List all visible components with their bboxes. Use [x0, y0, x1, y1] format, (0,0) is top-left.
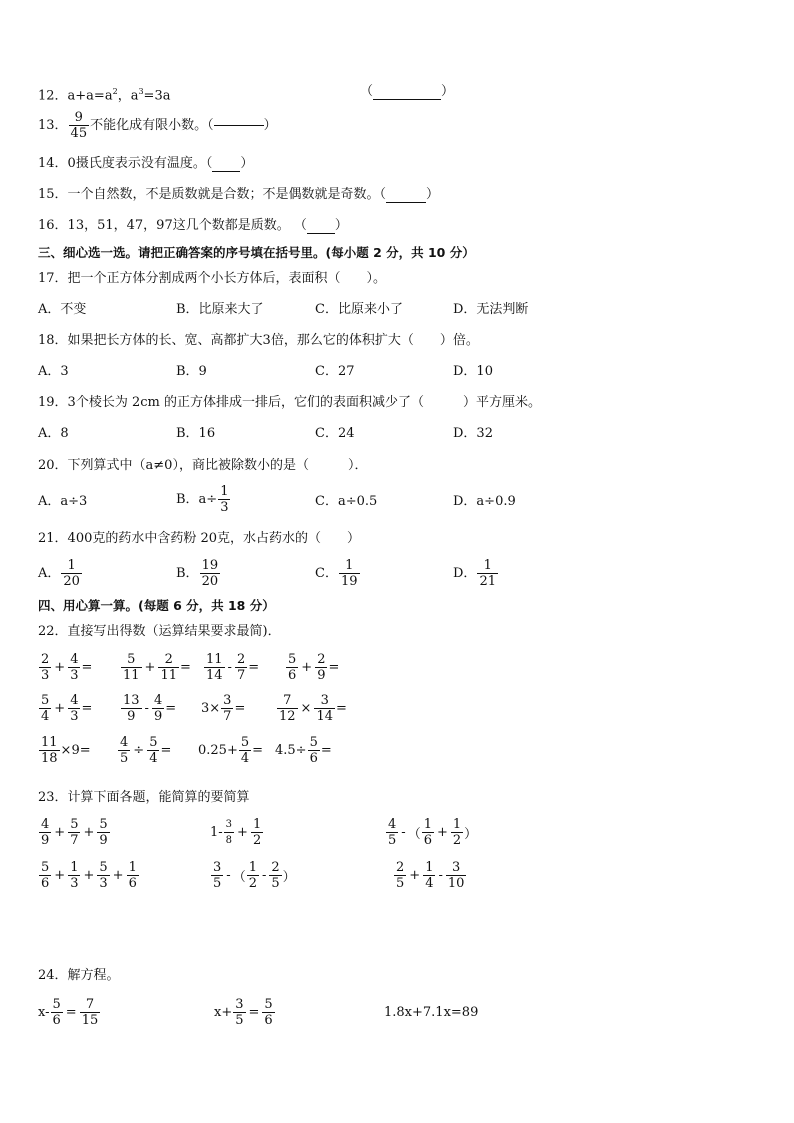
fraction-numerator: 7 — [277, 693, 298, 709]
fraction-denominator: 5 — [213, 875, 222, 891]
fraction-denominator: 6 — [309, 750, 318, 766]
fraction-denominator: 9 — [153, 708, 163, 724]
fraction-numerator: 3 — [213, 859, 222, 875]
calc-item: $\frac{3}{5}$ - （ $\frac{1}{2}$ - $\frac{2}{5}$ ） — [213, 859, 296, 891]
fraction — [39, 817, 51, 848]
fraction-denominator: 9 — [41, 832, 50, 848]
question-15: 15．一个自然数，不是质数就是合数；不是偶数就是奇数。（ ） — [38, 187, 440, 202]
operator: + — [54, 867, 66, 883]
fraction-numerator: 5 — [240, 734, 250, 750]
option-d[interactable]: D．无法判断 — [453, 302, 529, 317]
fraction — [315, 652, 327, 683]
calc-item: $\frac{5}{6}$ + $\frac{2}{9}$ = — [288, 651, 340, 683]
fraction-denominator: 5 — [396, 875, 405, 891]
fraction-numerator: 1 — [248, 859, 257, 875]
fraction-denominator: 15 — [81, 1012, 99, 1028]
fraction — [262, 997, 274, 1028]
calc-item: 0.25+ $\frac{5}{4}$ = — [198, 734, 264, 766]
answer-blank-13[interactable] — [214, 125, 264, 126]
operator: - — [226, 867, 231, 883]
calc-item: $\frac{5}{11}$ + $\frac{2}{11}$ = — [123, 651, 191, 683]
fraction — [446, 860, 467, 891]
fraction — [221, 693, 233, 724]
question-17-stem: 17．把一个正方体分割成两个小长方体后，表面积（ ）。 — [38, 271, 387, 286]
fraction-numerator: 7 — [80, 997, 101, 1013]
question-19-stem: 19．3个棱长为 2cm 的正方体排成一排后，它们的表面积减少了（ ）平方厘米。 — [38, 395, 541, 410]
fraction — [386, 817, 398, 848]
fraction-denominator: 12 — [279, 708, 296, 724]
fraction — [69, 110, 90, 141]
operator: - — [438, 867, 443, 883]
fraction-numerator: 1 — [220, 484, 229, 499]
fraction — [68, 860, 80, 891]
fraction-denominator: 7 — [70, 832, 79, 848]
option-d[interactable]: D．10 — [453, 364, 493, 379]
fraction-denominator: 20 — [63, 574, 80, 589]
calc-item: 3× $\frac{3}{7}$ = — [201, 692, 246, 724]
operator: + — [54, 700, 66, 716]
calc-item: $\frac{5}{4}$ + $\frac{4}{3}$ = — [41, 692, 93, 724]
fraction-denominator: 6 — [423, 832, 432, 848]
fraction-denominator: 4 — [41, 708, 50, 724]
question-22-stem: 22．直接写出得数（运算结果要求最简)． — [38, 624, 281, 639]
fraction-denominator: 10 — [447, 875, 465, 891]
fraction-numerator: 1 — [70, 859, 79, 875]
fraction-denominator: 5 — [271, 875, 280, 891]
fraction-denominator: 19 — [340, 574, 358, 589]
fraction-denominator: 7 — [223, 708, 232, 724]
answer-blank-15[interactable] — [386, 202, 426, 203]
fraction — [233, 997, 245, 1028]
fraction-numerator: 5 — [149, 734, 158, 750]
fraction — [68, 693, 80, 724]
fraction — [339, 558, 360, 589]
equation-item: x- $\frac{5}{6}$ = $\frac{7}{15}$ — [38, 996, 99, 1028]
fraction-denominator: 2 — [252, 832, 262, 848]
operator: = — [248, 1004, 260, 1020]
answer-blank-16[interactable] — [307, 233, 335, 234]
fraction-numerator: 1 — [425, 859, 434, 875]
fraction-denominator: 20 — [201, 574, 219, 589]
fraction-numerator: 9 — [69, 110, 90, 126]
fraction-denominator: 4 — [425, 875, 434, 891]
operator: + — [409, 867, 421, 883]
operator: - — [144, 700, 149, 716]
fraction — [97, 817, 109, 848]
fraction-denominator: 6 — [264, 1012, 273, 1028]
option-c[interactable]: C．24 — [315, 426, 355, 441]
fraction-denominator: 5 — [120, 750, 129, 766]
fraction-denominator: 3 — [99, 875, 108, 891]
calc-item: $\frac{2}{3}$ + $\frac{4}{3}$ = — [41, 651, 93, 683]
fraction-denominator: 14 — [206, 667, 223, 683]
fraction-denominator: 3 — [41, 667, 50, 683]
fraction-numerator: 5 — [121, 652, 142, 668]
option-c[interactable]: C．比原来小了 — [315, 302, 403, 317]
fraction-denominator: 9 — [317, 667, 326, 683]
operator: + — [54, 659, 66, 675]
fraction — [127, 860, 139, 891]
fraction-denominator: 6 — [41, 875, 50, 891]
fraction — [51, 997, 63, 1028]
answer-blank-14[interactable] — [212, 171, 240, 172]
fraction — [61, 558, 82, 589]
calc-item: $\frac{11}{14}$ - $\frac{2}{7}$ = — [206, 651, 260, 683]
fraction-numerator: 3 — [446, 860, 467, 876]
fraction-numerator: 2 — [236, 651, 246, 667]
operator: + — [301, 659, 313, 675]
operator: - — [227, 659, 232, 675]
option-c[interactable]: C．a÷0.5 — [315, 494, 378, 509]
operator: × — [300, 700, 312, 716]
fraction-denominator: 18 — [41, 750, 58, 766]
fraction-numerator: 1 — [339, 558, 360, 574]
fraction-denominator: 4 — [240, 750, 250, 766]
option-d[interactable]: D． $\frac{1}{21}$ — [453, 558, 496, 589]
fraction — [247, 860, 259, 891]
operator: + — [112, 867, 124, 883]
calc-item: 4.5÷ $\frac{5}{6}$ = — [275, 734, 332, 766]
fraction-denominator: 21 — [479, 574, 496, 589]
fraction — [39, 652, 51, 683]
fraction-numerator: 3 — [223, 692, 232, 708]
fraction-numerator: 4 — [120, 734, 129, 750]
fraction-denominator: 11 — [160, 667, 177, 683]
operator: + — [83, 824, 95, 840]
question-24-stem: 24．解方程。 — [38, 968, 120, 983]
question-21-stem: 21．400克的药水中含药粉 20克，水占药水的（ ） — [38, 531, 361, 546]
fraction-numerator: 4 — [388, 816, 397, 832]
fraction — [158, 652, 179, 683]
fraction — [97, 860, 109, 891]
fraction-denominator: 4 — [149, 750, 158, 766]
option-a[interactable]: A．a÷3 — [38, 494, 88, 509]
fraction — [314, 693, 335, 724]
fraction-numerator: 3 — [224, 817, 234, 833]
fraction-denominator: 3 — [70, 875, 79, 891]
operator: = — [65, 1004, 77, 1020]
fraction-numerator: 4 — [70, 692, 79, 708]
fraction-numerator: 3 — [314, 693, 335, 709]
fraction — [121, 652, 142, 683]
fraction-numerator: 3 — [235, 996, 244, 1012]
fraction-denominator: 14 — [316, 708, 333, 724]
option-b[interactable]: B．9 — [176, 364, 207, 379]
calc-item: $\frac{4}{5}$ - （ $\frac{1}{6}$ + $\frac{1}{2}$ ） — [388, 816, 478, 848]
fraction-numerator: 2 — [271, 859, 280, 875]
question-12: 12．$a+a=a^2$，$a^3=3a$ — [38, 87, 171, 104]
fraction-numerator: 5 — [52, 996, 61, 1012]
question-23-stem: 23．计算下面各题，能简算的要简算 — [38, 790, 250, 805]
fraction-numerator: 5 — [41, 692, 50, 708]
calc-item: $\frac{13}{9}$ - $\frac{4}{9}$ = — [123, 692, 177, 724]
fraction — [68, 652, 80, 683]
fraction — [422, 817, 434, 848]
question-14: 14．0摄氏度表示没有温度。（ ） — [38, 156, 254, 171]
calc-item: 1- $\frac{3}{8}$ + $\frac{1}{2}$ — [210, 816, 262, 848]
operator: ÷ — [133, 742, 145, 758]
fraction — [308, 735, 320, 766]
fraction-denominator: 7 — [236, 667, 246, 683]
fraction-denominator: 8 — [225, 834, 233, 846]
option-b[interactable]: B．16 — [176, 426, 216, 441]
question-20-stem: 20．下列算式中（a≠0），商比被除数小的是（ ）． — [38, 458, 368, 473]
fraction-denominator: 2 — [452, 832, 462, 848]
calc-item — [38, 812, 111, 852]
fraction — [147, 735, 159, 766]
fraction-numerator: 1 — [423, 816, 432, 832]
fraction-denominator: 45 — [70, 126, 88, 141]
fraction-numerator: 1 — [477, 558, 498, 574]
calc-item — [38, 855, 140, 895]
fraction-numerator: 4 — [153, 692, 163, 708]
fraction — [239, 735, 251, 766]
question-18-stem: 18．如果把长方体的长、宽、高都扩大3倍，那么它的体积扩大（ ）倍。 — [38, 333, 479, 348]
fraction — [211, 860, 223, 891]
fraction-numerator: 4 — [70, 651, 79, 667]
operator: + — [83, 867, 95, 883]
option-d[interactable]: D．a÷0.9 — [453, 494, 516, 509]
fraction — [286, 652, 298, 683]
fraction-numerator: 5 — [70, 816, 79, 832]
fraction-numerator: 2 — [41, 651, 50, 667]
option-d[interactable]: D．32 — [453, 426, 493, 441]
option-a[interactable]: A．不变 — [38, 302, 87, 317]
fraction — [235, 652, 247, 683]
fraction — [39, 860, 51, 891]
fraction-numerator: 2 — [396, 859, 405, 875]
fraction-numerator: 4 — [41, 816, 50, 832]
fraction-denominator: 9 — [127, 708, 136, 724]
calc-item: $\frac{7}{12}$ × $\frac{3}{14}$ = — [279, 692, 347, 724]
fraction-numerator: 1 — [452, 816, 462, 832]
fraction — [423, 860, 435, 891]
fraction — [200, 558, 221, 589]
fraction — [39, 693, 51, 724]
option-a[interactable]: A．3 — [38, 364, 69, 379]
fraction — [204, 652, 225, 683]
fraction-numerator: 13 — [123, 692, 140, 708]
fraction-denominator: 6 — [52, 1012, 61, 1028]
equation-item: x+ $\frac{3}{5}$ = $\frac{5}{6}$ — [214, 996, 273, 1028]
fraction — [394, 860, 406, 891]
fraction — [451, 817, 463, 848]
fraction — [118, 735, 130, 766]
fraction-numerator: 1 — [128, 859, 137, 875]
option-b[interactable]: B．a÷ $\frac{1}{3}$ — [176, 484, 229, 515]
fraction-numerator: 5 — [264, 996, 273, 1012]
calc-item — [393, 855, 467, 895]
operator: - — [261, 867, 267, 883]
fraction-denominator: 3 — [70, 667, 79, 683]
fraction — [218, 484, 230, 515]
option-c[interactable]: C．27 — [315, 364, 355, 379]
fraction-numerator: 5 — [41, 859, 50, 875]
fraction-numerator: 1 — [61, 558, 82, 574]
fraction-denominator: 9 — [99, 832, 108, 848]
question-16: 16．13，51，47，97这几个数都是质数。 （ ） — [38, 218, 348, 233]
operator: + — [144, 659, 156, 675]
fraction-numerator: 1 — [252, 816, 262, 832]
fraction-numerator: 5 — [99, 816, 108, 832]
fraction-numerator: 19 — [201, 558, 219, 573]
fraction-numerator: 11 — [41, 734, 58, 750]
operator: + — [436, 824, 448, 840]
fraction — [477, 558, 498, 589]
fraction-denominator: 5 — [235, 1012, 244, 1028]
option-b[interactable]: B．比原来大了 — [176, 302, 264, 317]
question-13: 13． $\frac{9}{45}$ 不能化成有限小数。（ ） — [38, 110, 277, 141]
fraction-denominator: 5 — [388, 832, 397, 848]
calc-item: $\frac{4}{5}$ ÷ $\frac{5}{4}$ = — [120, 734, 172, 766]
fraction-denominator: 11 — [123, 667, 140, 683]
fraction-numerator: 11 — [206, 651, 223, 667]
fraction — [152, 693, 164, 724]
answer-blank-12[interactable]: （ ） — [360, 84, 455, 99]
option-a[interactable]: A． $\frac{1}{20}$ — [38, 558, 80, 589]
operator: + — [237, 824, 248, 840]
operator: - — [401, 824, 406, 840]
fraction-denominator: 6 — [288, 667, 297, 683]
option-b[interactable]: B． $\frac{19}{20}$ — [176, 558, 219, 589]
fraction — [224, 817, 234, 848]
calc-item: $\frac{11}{18}$ ×9= — [41, 734, 91, 766]
section-4-heading: 四、用心算一算。(每题 6 分，共 18 分） — [38, 598, 275, 613]
operator: + — [54, 824, 66, 840]
equation-item: 1.8x+7.1x=89 — [384, 1004, 479, 1020]
fraction-denominator: 2 — [248, 875, 257, 891]
fraction — [121, 693, 142, 724]
option-a[interactable]: A．8 — [38, 426, 69, 441]
fraction-denominator: 6 — [128, 875, 137, 891]
fraction — [269, 860, 281, 891]
section-3-heading: 三、细心选一选。请把正确答案的序号填在括号里。(每小题 2 分，共 10 分） — [38, 245, 475, 260]
fraction-numerator: 5 — [309, 734, 318, 750]
fraction-denominator: 3 — [70, 708, 79, 724]
fraction — [277, 693, 298, 724]
fraction — [68, 817, 80, 848]
fraction-denominator: 3 — [220, 500, 229, 515]
option-c[interactable]: C． $\frac{1}{19}$ — [315, 558, 358, 589]
fraction — [39, 735, 60, 766]
fraction-numerator: 5 — [99, 859, 108, 875]
fraction-numerator: 5 — [288, 651, 297, 667]
fraction-numerator: 2 — [317, 651, 326, 667]
fraction — [251, 817, 263, 848]
fraction — [80, 997, 101, 1028]
fraction-numerator: 2 — [158, 652, 179, 668]
